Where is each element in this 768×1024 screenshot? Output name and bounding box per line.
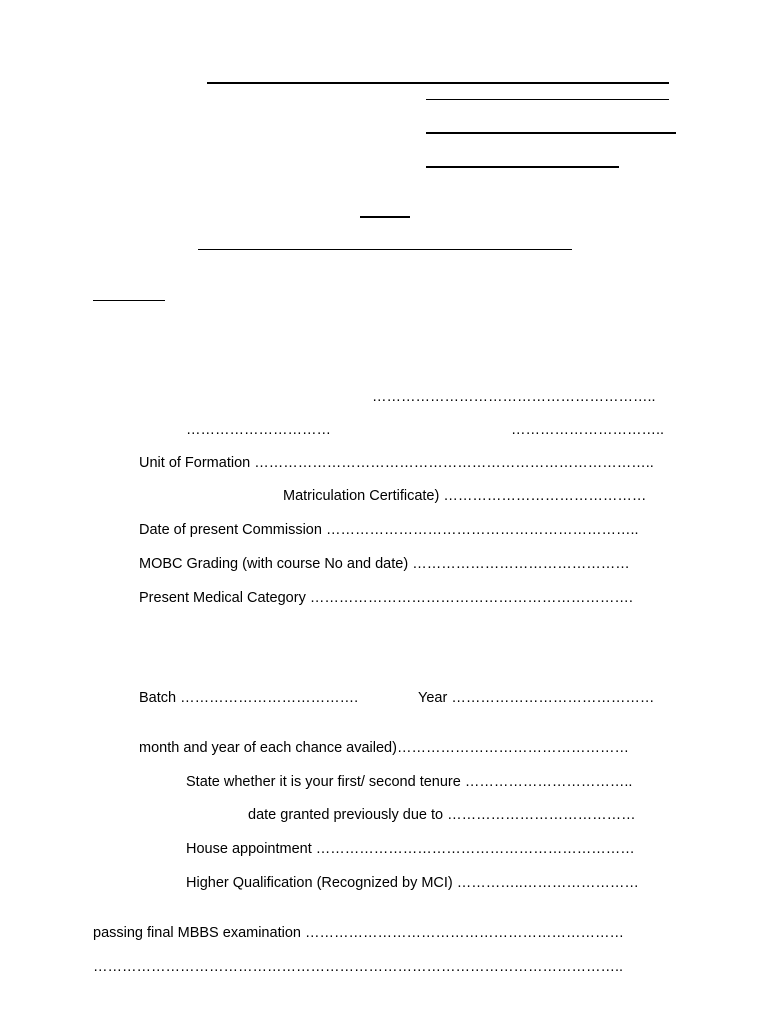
matric-certificate-row	[283, 487, 646, 505]
chances-row	[139, 739, 629, 757]
year-row	[418, 689, 654, 707]
batch-field[interactable]: ……………………………….	[180, 690, 359, 706]
medical-category-row	[139, 589, 633, 607]
title-underline	[360, 216, 410, 218]
house-appointment-label: House appointment	[186, 841, 312, 857]
mobc-grading-field[interactable]: ………………………………………	[412, 556, 630, 572]
unit-of-formation-label: Unit of Formation	[139, 455, 251, 471]
dots-bottom[interactable]	[93, 958, 623, 976]
matric-certificate-label: Matriculation Certificate)	[283, 488, 440, 504]
date-commission-field[interactable]: ………………………………………………………..	[325, 522, 639, 538]
tenure-row	[186, 773, 632, 791]
unit-of-formation-field[interactable]: ………………………………………………………………………..	[254, 455, 654, 471]
final-mbbs-label: passing final MBBS examination	[93, 925, 301, 941]
matric-certificate-field[interactable]: ……………………………………	[443, 488, 647, 504]
date-granted-label: date granted previously due to	[248, 807, 444, 823]
chances-field[interactable]: …………………………………………	[396, 740, 629, 756]
date-granted-field[interactable]: …………………………………	[447, 807, 636, 823]
dots-bottom-text: ………………………………………………………………………………………………..	[93, 959, 624, 975]
dots-left[interactable]	[186, 421, 331, 439]
section-rule	[93, 300, 165, 301]
header-rule-1	[207, 82, 669, 84]
date-commission-label: Date of present Commission	[139, 522, 322, 538]
header-rule-4	[426, 166, 619, 168]
batch-row	[139, 689, 358, 707]
mobc-grading-label: MOBC Grading (with course No and date)	[139, 556, 409, 572]
final-mbbs-row	[93, 924, 624, 942]
tenure-label: State whether it is your first/ second tenure	[186, 774, 461, 790]
year-label: Year	[418, 690, 448, 706]
tenure-field[interactable]: ……………………………..	[464, 774, 633, 790]
dots-top[interactable]	[372, 388, 656, 406]
header-rule-2	[426, 99, 669, 100]
house-appointment-row	[186, 840, 635, 858]
higher-qualification-row	[186, 874, 639, 892]
mobc-grading-row	[139, 555, 630, 573]
batch-label: Batch	[139, 690, 177, 706]
dots-right-text: …………………………..	[511, 422, 665, 438]
medical-category-field[interactable]: ………………………………………………………….	[309, 590, 633, 606]
medical-category-label: Present Medical Category	[139, 590, 306, 606]
header-rule-3	[426, 132, 676, 134]
dots-left-text: …………………………	[186, 422, 331, 438]
dots-right[interactable]	[511, 421, 664, 439]
chances-label: month and year of each chance availed)	[139, 740, 397, 756]
house-appointment-field[interactable]: …………………………………………………………	[315, 841, 635, 857]
unit-of-formation-row	[139, 454, 654, 472]
final-mbbs-field[interactable]: …………………………………………………………	[304, 925, 624, 941]
dots-top-text: …………………………………………………..	[372, 389, 656, 405]
date-granted-row	[248, 806, 636, 824]
subtitle-rule	[198, 249, 572, 250]
year-field[interactable]: ……………………………………	[451, 690, 655, 706]
date-commission-row	[139, 521, 639, 539]
higher-qualification-field[interactable]: …………..……………………	[456, 875, 639, 891]
higher-qualification-label: Higher Qualification (Recognized by MCI)	[186, 875, 453, 891]
